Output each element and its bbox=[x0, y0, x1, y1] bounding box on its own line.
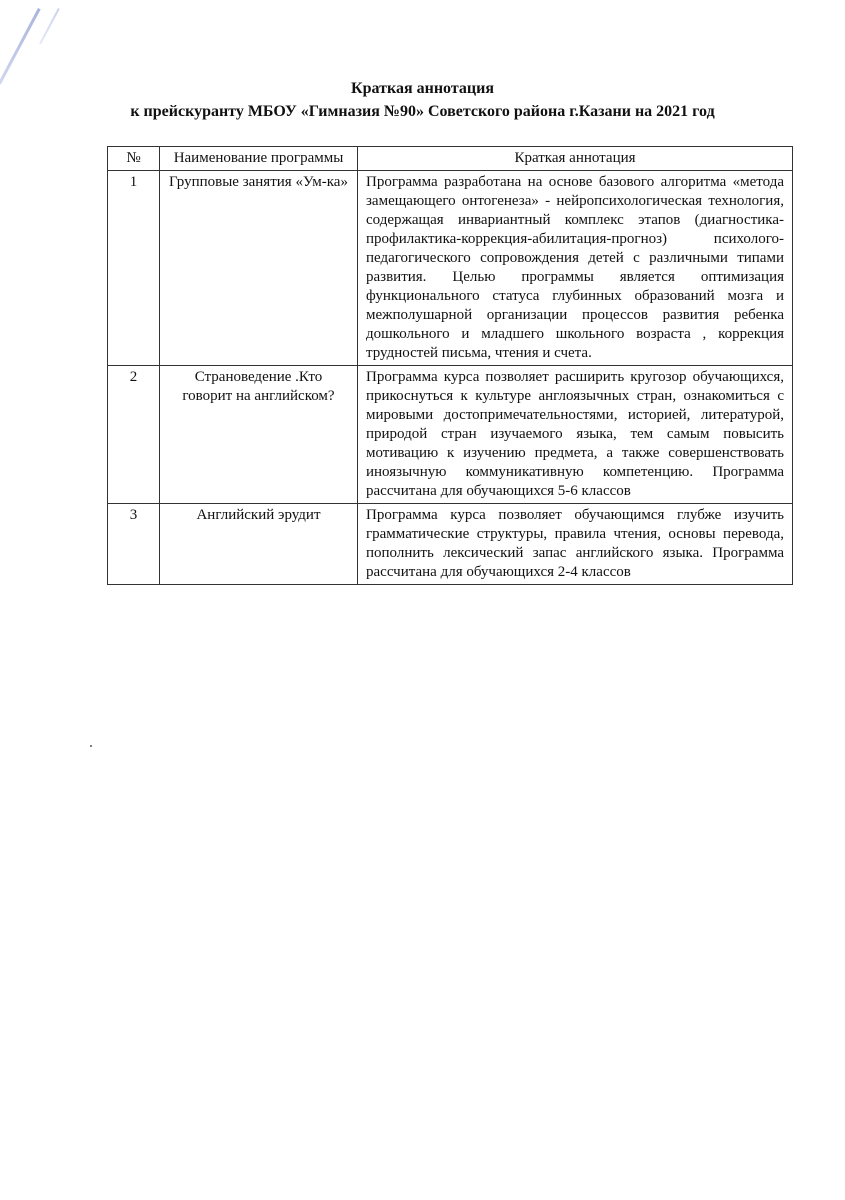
document-subtitle: к прейскуранту МБОУ «Гимназия №90» Советского района г.Казани на 2021 год bbox=[130, 103, 715, 120]
program-annotation: Программа разработана на основе базового алгоритма «метода замещающего онтогенеза» - нейропсихологическая технология, содержащая инвариантный комплекс этапов (диагностика-профилактика-коррекция-абилитация-прогноз) психолого-педагогического сопровождения детей с различными типами развития. Целью программы является оптимизация функционального статуса глубинных образований мозга и межполушарной организации процессов развития ребенка дошкольного и младшего школьного возраста , коррекция трудностей письма, чтения и счета. bbox=[358, 171, 793, 366]
scan-artifact bbox=[0, 8, 41, 84]
program-name: Групповые занятия «Ум-ка» bbox=[160, 171, 358, 366]
annotation-table bbox=[107, 146, 793, 585]
program-name: Страноведение .Кто говорит на английском? bbox=[160, 366, 358, 504]
table-row bbox=[108, 504, 793, 585]
row-number: 2 bbox=[108, 366, 160, 504]
program-annotation: Программа курса позволяет расширить кругозор обучающихся, прикоснуться к культуре англоязычных стран, ознакомиться с мировыми достопримечательностями, историей, литературой, природой стран изучаемого языка, тем самым повысить мотивацию к изучению предмета, а также совершенствовать иноязычную коммуникативную компетенцию. Программа рассчитана для обучающихся 5-6 классов bbox=[358, 366, 793, 504]
column-header-number: № bbox=[108, 147, 160, 171]
program-annotation: Программа курса позволяет обучающимся глубже изучить грамматические структуры, правила чтения, основы перевода, пополнить лексический запас английского языка. Программа рассчитана для обучающихся 2-4 классов bbox=[358, 504, 793, 585]
program-name: Английский эрудит bbox=[160, 504, 358, 585]
table-header-row bbox=[108, 147, 793, 171]
row-number: 3 bbox=[108, 504, 160, 585]
table-row bbox=[108, 366, 793, 504]
column-header-annotation: Краткая аннотация bbox=[358, 147, 793, 171]
column-header-program-name: Наименование программы bbox=[160, 147, 358, 171]
table-row bbox=[108, 171, 793, 366]
document-title: Краткая аннотация bbox=[351, 80, 494, 97]
row-number: 1 bbox=[108, 171, 160, 366]
scan-artifact bbox=[39, 8, 60, 44]
scan-speck bbox=[90, 745, 92, 747]
